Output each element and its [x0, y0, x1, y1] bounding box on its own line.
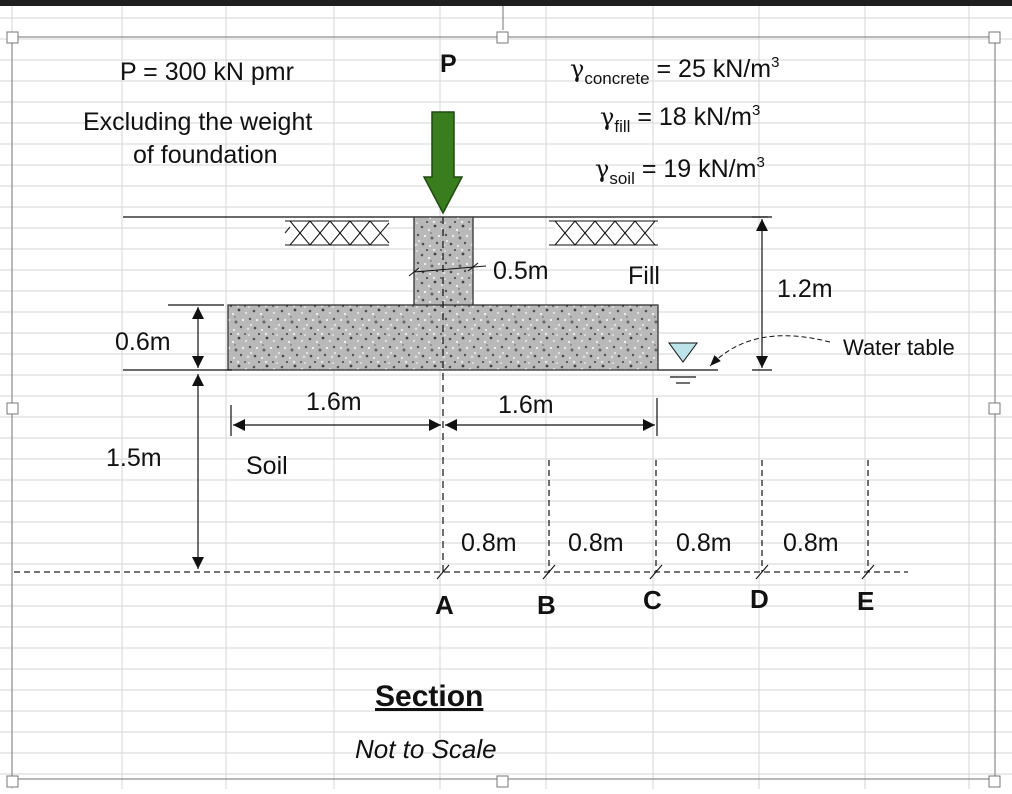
unit-weight-value: = 25 kN/m [656, 55, 772, 83]
unit-weight-soil [595, 154, 765, 188]
spacing-label-bc: 0.8m [568, 529, 624, 557]
point-label-e: E [857, 586, 875, 616]
top-strip [0, 0, 1012, 6]
half-width-right-label: 1.6m [498, 391, 554, 419]
unit-weight-value: = 19 kN/m [641, 155, 757, 183]
spacing-label-ab: 0.8m [461, 529, 517, 557]
unit-weight-exponent: 3 [771, 54, 780, 71]
load-value: P = 300 kN pmr [120, 58, 294, 86]
unit-weight-subscript: fill [614, 117, 631, 136]
point-tick-c [650, 565, 662, 579]
fill-hatch-left [285, 221, 389, 245]
spacing-label-cd: 0.8m [676, 529, 732, 557]
water-table-label: Water table [843, 335, 955, 360]
depth-label: 1.2m [777, 275, 833, 303]
note-line-1: Excluding the weight [83, 108, 313, 136]
half-width-left-label: 1.6m [306, 388, 362, 416]
caption-title: Section [375, 680, 484, 713]
unit-weight-exponent: 3 [751, 102, 761, 119]
stress-points [14, 460, 908, 579]
note-line-2: of foundation [133, 141, 278, 169]
fill-hatch-right [549, 221, 658, 245]
soil-label: Soil [246, 452, 288, 480]
point-label-a: A [435, 590, 454, 620]
column-width-label: 0.5m [493, 257, 549, 285]
resize-handle-right[interactable] [989, 403, 1000, 414]
depth-dimension [752, 217, 772, 370]
fill-label: Fill [628, 262, 660, 290]
resize-handle-top[interactable] [497, 32, 508, 43]
point-label-d: D [750, 584, 769, 614]
unit-weight-subscript: concrete [584, 69, 650, 88]
unit-weight-value: = 18 kN/m [637, 103, 752, 131]
unit-weight-fill [600, 102, 761, 136]
spacing-label-de: 0.8m [783, 529, 839, 557]
resize-handle-left[interactable] [7, 403, 18, 414]
water-table-leader [710, 336, 830, 366]
thickness-label: 0.6m [115, 328, 171, 356]
point-tick-e [862, 565, 874, 579]
unit-weight-exponent: 3 [756, 154, 765, 171]
below-footing-label: 1.5m [106, 444, 162, 472]
unit-weight-subscript: soil [609, 169, 635, 188]
gamma-symbol: γ [595, 155, 610, 183]
resize-handle-bottom-left[interactable] [7, 776, 18, 787]
gamma-symbol: γ [600, 103, 615, 131]
gamma-symbol: γ [570, 55, 585, 83]
load-label: P [440, 50, 457, 78]
resize-handle-bottom-right[interactable] [989, 776, 1000, 787]
unit-weight-concrete [570, 54, 780, 88]
resize-handle-bottom[interactable] [497, 776, 508, 787]
load-arrow [424, 112, 462, 213]
point-label-c: C [643, 585, 662, 615]
resize-handle-top-left[interactable] [7, 32, 18, 43]
point-label-b: B [537, 590, 556, 620]
resize-handle-top-right[interactable] [989, 32, 1000, 43]
water-table-symbol [658, 343, 718, 383]
caption-subtitle: Not to Scale [355, 734, 497, 764]
